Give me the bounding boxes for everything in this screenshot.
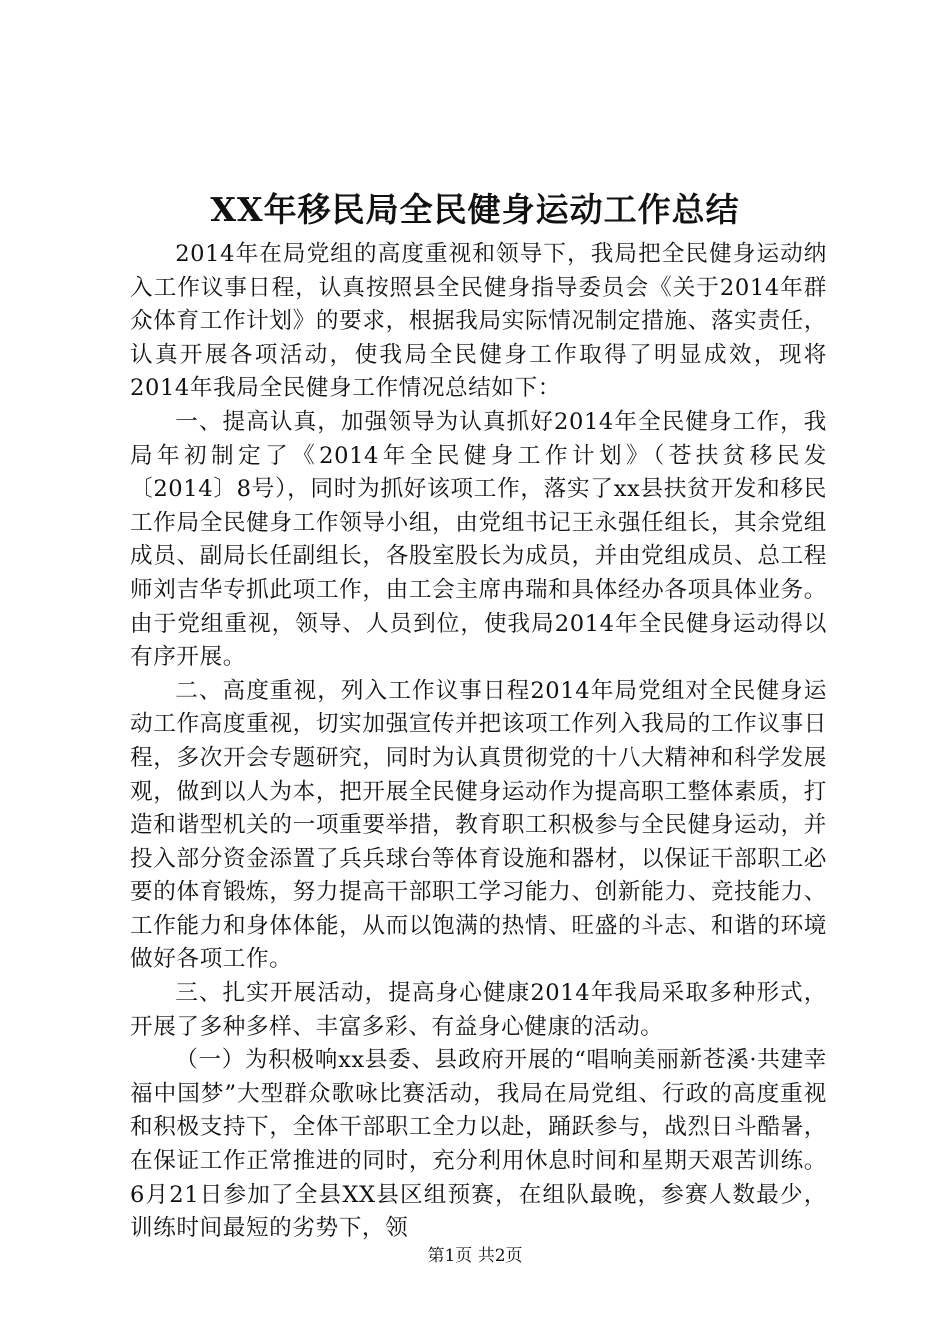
document-title: XX年移民局全民健身运动工作总结 <box>210 190 740 229</box>
paragraph-section-2: 二、高度重视，列入工作议事日程2014年局党组对全民健身运动工作高度重视，切实加强宣传并把该项工作列入我局的工作议事日程，多次开会专题研究，同时为认真贯彻党的十八大精神和科学发展观，做到以人为本，把开展全民健身运动作为提高职工整体素质，打造和谐型机关的一项重要举措，教育职工积极参与全民健身运动，并投入部分资金添置了兵兵球台等体育设施和器材，以保证干部职工必要的体育锻炼，努力提高干部职工学习能力、创新能力、竞技能力、工作能力和身体体能，从而以饱满的热情、旺盛的斗志、和谐的环境做好各项工作。 <box>130 677 827 973</box>
document-body <box>130 238 827 1246</box>
page-number-footer: 第1页 共2页 <box>427 1246 523 1266</box>
paragraph-section-3: 三、扎实开展活动，提高身心健康2014年我局采取多种形式，开展了多种多样、丰富多彩、有益身心健康的活动。 <box>130 980 827 1040</box>
paragraph-subsection-1: （一）为积极响xx县委、县政府开展的“唱响美丽新苍溪·共建幸福中国梦”大型群众歌咏比赛活动，我局在局党组、行政的高度重视和积极支持下，全体干部职工全力以赴，踊跃参与，战烈日斗酷暑，在保证工作正常推进的同时，充分利用休息时间和星期天艰苦训练。6月21日参加了全县XX县区组预赛，在组队最晚，参赛人数最少，训练时间最短的劣势下，领 <box>130 1047 827 1242</box>
paragraph-section-1: 一、提高认真，加强领导为认真抓好2014年全民健身工作，我局年初制定了《2014年全民健身工作计划》（苍扶贫移民发〔2014〕8号），同时为抓好该项工作，落实了xx县扶贫开发和移民工作局全民健身工作领导小组，由党组书记王永强任组长，其余党组成员、副局长任副组长，各股室股长为成员，并由党组成员、总工程师刘吉华专抓此项工作，由工会主席冉瑞和具体经办各项具体业务。由于党组重视，领导、人员到位，使我局2014年全民健身运动得以有序开展。 <box>130 408 827 671</box>
paragraph-intro: 2014年在局党组的高度重视和领导下，我局把全民健身运动纳入工作议事日程，认真按照县全民健身指导委员会《关于2014年群众体育工作计划》的要求，根据我局实际情况制定措施、落实责任，认真开展各项活动，使我局全民健身工作取得了明显成效，现将2014年我局全民健身工作情况总结如下： <box>130 241 827 402</box>
